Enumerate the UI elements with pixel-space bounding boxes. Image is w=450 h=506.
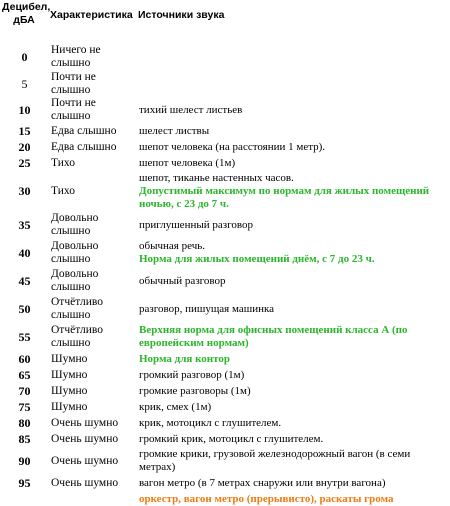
source-text: обычная речь. (139, 240, 206, 252)
norm-note-green: Верхняя норма для офисных помещений класса А (по европейским нормам) (139, 324, 408, 349)
characteristic-cell: Тихо (51, 156, 75, 169)
source-cell (136, 171, 450, 211)
table-row (0, 383, 450, 399)
source-cell: обычный разговор (139, 274, 226, 287)
source-cell: громкие разговоры (1м) (139, 384, 251, 397)
decibel-cell: 60 (18, 351, 31, 366)
characteristic-cell: Очень шумно (51, 477, 119, 489)
table-row (0, 43, 450, 71)
table-row (0, 97, 450, 123)
source-cell: крик, смех (1м) (139, 400, 212, 413)
characteristic-cell: Едва слышно (51, 124, 117, 137)
source-cell (136, 351, 450, 367)
note-orange: оркестр, вагон метро (прерывисто), раскаты грома (139, 493, 394, 505)
characteristic-cell: Шумно (51, 368, 88, 381)
source-cell: тихий шелест листьев (139, 103, 243, 116)
table-row (0, 351, 450, 367)
header-decibel: Децибел, дБА (2, 1, 51, 26)
source-text: вагон метро (в 7 метрах снаружи или внутри вагона) (139, 477, 386, 489)
table-row (0, 155, 450, 171)
decibel-cell: 15 (18, 123, 31, 138)
characteristic-cell: Довольно слышно (51, 268, 99, 293)
source-cell: шепот человека (на расстоянии 1 метр). (139, 140, 326, 153)
decibel-cell: 50 (18, 301, 31, 316)
characteristic-cell: Едва слышно (51, 140, 117, 153)
characteristic-cell: Отчётливо слышно (51, 296, 103, 321)
source-cell (136, 71, 450, 97)
table-row (0, 475, 450, 506)
table-row (0, 431, 450, 447)
characteristic-cell: Очень шумно (51, 416, 119, 429)
characteristic-cell: Довольно слышно (51, 212, 99, 237)
characteristic-cell: Почти не слышно (51, 97, 96, 122)
table-row (0, 267, 450, 295)
source-cell: приглушенный разговор (139, 218, 253, 231)
table-row (0, 399, 450, 415)
table-row (0, 123, 450, 139)
table-row (0, 171, 450, 211)
source-cell: шелест листвы (139, 124, 210, 137)
table-row (0, 367, 450, 383)
norm-note-green: Норма для контор (139, 352, 231, 365)
characteristic-cell: Тихо (51, 184, 75, 197)
characteristic-cell: Почти не слышно (51, 71, 96, 96)
decibel-cell: 95 (18, 476, 31, 490)
source-cell (136, 323, 450, 351)
table-header-row (0, 0, 450, 43)
source-cell: громкий крик, мотоцикл с глушителем. (139, 432, 324, 445)
decibel-cell: 70 (18, 383, 31, 398)
source-text: шепот, тиканье настенных часов. (139, 171, 294, 184)
table-row (0, 447, 450, 475)
characteristic-cell: Очень шумно (51, 432, 119, 445)
table-row (0, 139, 450, 155)
decibel-cell: 55 (18, 329, 31, 344)
table-row (0, 71, 450, 97)
table-row (0, 295, 450, 323)
decibel-cell: 40 (18, 245, 31, 260)
header-sources: Источники звука (138, 9, 225, 21)
source-cell (136, 239, 450, 267)
source-cell: крик, мотоцикл с глушителем. (139, 416, 282, 429)
source-cell: громкие крики, грузовой железнодорожный вагон (в семи метрах) (139, 448, 411, 473)
decibel-cell: 75 (18, 399, 31, 414)
table-row (0, 323, 450, 351)
decibel-cell: 10 (18, 102, 31, 117)
characteristic-cell: Отчётливо слышно (51, 324, 103, 349)
characteristic-cell: Очень шумно (51, 454, 119, 467)
decibel-cell: 0 (21, 49, 28, 64)
decibel-cell: 85 (18, 431, 31, 446)
decibel-cell: 20 (18, 139, 31, 154)
source-cell (136, 43, 450, 71)
decibel-cell: 90 (18, 453, 31, 468)
source-cell: шепот человека (1м) (139, 156, 236, 169)
norm-note-green: Допустимый максимум по нормам для жилых помещений ночью, с 23 до 7 ч. (139, 184, 430, 210)
source-cell: громкий разговор (1м) (139, 368, 245, 381)
decibel-cell: 45 (18, 273, 31, 288)
decibel-cell: 30 (18, 183, 31, 198)
characteristic-cell: Шумно (51, 384, 88, 397)
decibel-cell: 25 (18, 155, 31, 170)
decibel-cell: 35 (18, 217, 31, 232)
source-cell (136, 475, 450, 506)
source-cell: разговор, пишущая машинка (139, 302, 275, 315)
norm-note-green: Норма для жилых помещений днём, с 7 до 23 ч. (139, 253, 375, 265)
header-characteristic: Характеристика (50, 9, 133, 21)
table-row (0, 239, 450, 267)
characteristic-cell: Шумно (51, 400, 88, 413)
characteristic-cell: Довольно слышно (51, 240, 99, 265)
decibel-cell: 65 (18, 367, 31, 382)
table-row (0, 211, 450, 239)
characteristic-cell: Ничего не слышно (51, 44, 101, 69)
characteristic-cell: Шумно (51, 352, 88, 365)
table-row (0, 415, 450, 431)
decibel-cell: 5 (21, 76, 28, 91)
decibel-cell: 80 (18, 415, 31, 430)
